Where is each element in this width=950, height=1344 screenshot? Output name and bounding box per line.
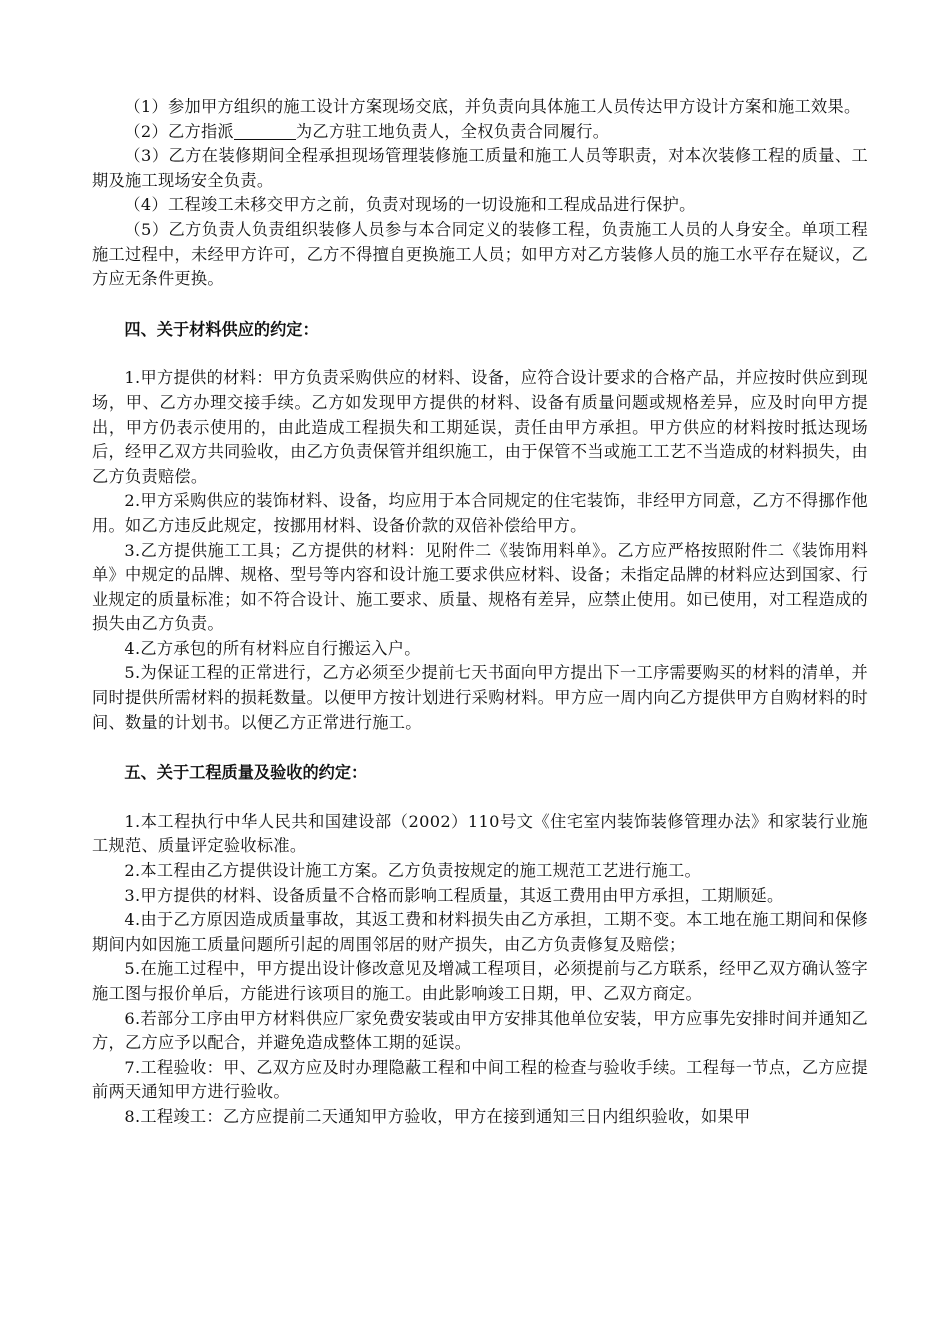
clause-3-1: （1）参加甲方组织的施工设计方案现场交底，并负责向具体施工人员传达甲方设计方案和施工效果。 xyxy=(124,97,861,116)
clause-3-2 xyxy=(92,120,868,145)
clause-5-5: 5.在施工过程中，甲方提出设计修改意见及增减工程项目，必须提前与乙方联系，经甲乙双方确认签字施工图与报价单后，方能进行该项目的施工。由此影响竣工日期，甲、乙双方商定。 xyxy=(92,959,868,1003)
clause-5-6: 6.若部分工序由甲方材料供应厂家免费安装或由甲方安排其他单位安装，甲方应事先安排时间并通知乙方，乙方应予以配合，并避免造成整体工期的延误。 xyxy=(92,1008,868,1053)
section-5-heading: 五、关于工程质量及验收的约定： xyxy=(124,763,368,783)
clause-4-3: 3.乙方提供施工工具；乙方提供的材料：见附件二《装饰用料单》。乙方应严格按照附件二《装饰用料单》中规定的品牌、规格、型号等内容和设计施工要求供应材料、设备；未指定品牌的材料应达到国家、行业规定的质量标准；如不符合设计、施工要求、质量、规格有差异，应禁止使用。如已使用，对工程造成的损失由乙方负责。 xyxy=(92,540,868,634)
clause-3-5: （5）乙方负责人负责组织装修人员参与本合同定义的装修工程，负责施工人员的人身安全。单项工程施工过程中，未经甲方许可，乙方不得擅自更换施工人员；如甲方对乙方装修人员的施工水平存在疑议，乙方应无条件更换。 xyxy=(92,219,868,289)
clause-3-2-text: 为乙方驻工地负责人，全权负责合同履行。 xyxy=(295,121,610,141)
clause-5-1: 1.本工程执行中华人民共和国建设部（2002）110号文《住宅室内装饰装修管理办法》和家装行业施工规范、质量评定验收标准。 xyxy=(92,811,868,856)
clause-5-8: 8.工程竣工：乙方应提前二天通知甲方验收，甲方在接到通知三日内组织验收，如果甲 xyxy=(124,1106,751,1126)
clause-4-1: 1.甲方提供的材料：甲方负责采购供应的材料、设备，应符合设计要求的合格产品，并应按时供应到现场，甲、乙方办理交接手续。乙方如发现甲方提供的材料、设备有质量问题或规格差异，应及时向甲方提出，甲方仍表示使用的，由此造成工程损失和工期延误，责任由甲方承担。甲方供应的材料按时抵达现场后，经甲乙双方共同验收，由乙方负责保管并组织施工，由于保管不当或施工工艺不当造成的材料损失，由乙方负责赔偿。 xyxy=(92,368,868,486)
clause-5-7: 7.工程验收：甲、乙双方应及时办理隐蔽工程和中间工程的检查与验收手续。工程每一节点，乙方应提前两天通知甲方进行验收。 xyxy=(92,1057,868,1102)
clause-3-4: （4）工程竣工未移交甲方之前，负责对现场的一切设施和工程成品进行保护。 xyxy=(124,195,696,215)
section-4-heading: 四、关于材料供应的约定： xyxy=(124,319,319,339)
clause-4-5: 5.为保证工程的正常进行，乙方必须至少提前七天书面向甲方提出下一工序需要购买的材料的清单，并同时提供所需材料的损耗数量。以便甲方按计划进行采购材料。甲方应一周内向乙方提供甲方自购材料的时间、数量的计划书。以便乙方正常进行施工。 xyxy=(92,663,868,732)
clause-4-4: 4.乙方承包的所有材料应自行搬运入户。 xyxy=(124,638,421,658)
clause-4-2: 2.甲方采购供应的装饰材料、设备，均应用于本合同规定的住宅装饰，非经甲方同意，乙方不得挪作他用。如乙方违反此规定，按挪用材料、设备价款的双倍补偿给甲方。 xyxy=(92,491,868,535)
signature-blank[interactable] xyxy=(234,121,296,140)
clause-3-2-prefix: （2）乙方指派 xyxy=(124,121,234,141)
clause-3-3: （3）乙方在装修期间全程承担现场管理装修施工质量和施工人员等职责，对本次装修工程的质量、工期及施工现场安全负责。 xyxy=(92,146,868,190)
contract-page xyxy=(92,95,868,1130)
clause-5-2: 2.本工程由乙方提供设计施工方案。乙方负责按规定的施工规范工艺进行施工。 xyxy=(124,861,702,881)
clause-5-3: 3.甲方提供的材料、设备质量不合格而影响工程质量，其返工费用由甲方承担，工期顺延。 xyxy=(124,885,784,905)
clause-5-4: 4.由于乙方原因造成质量事故，其返工费和材料损失由乙方承担，工期不变。本工地在施工期间和保修期间内如因施工质量问题所引起的周围邻居的财产损失，由乙方负责修复及赔偿； xyxy=(92,910,868,954)
